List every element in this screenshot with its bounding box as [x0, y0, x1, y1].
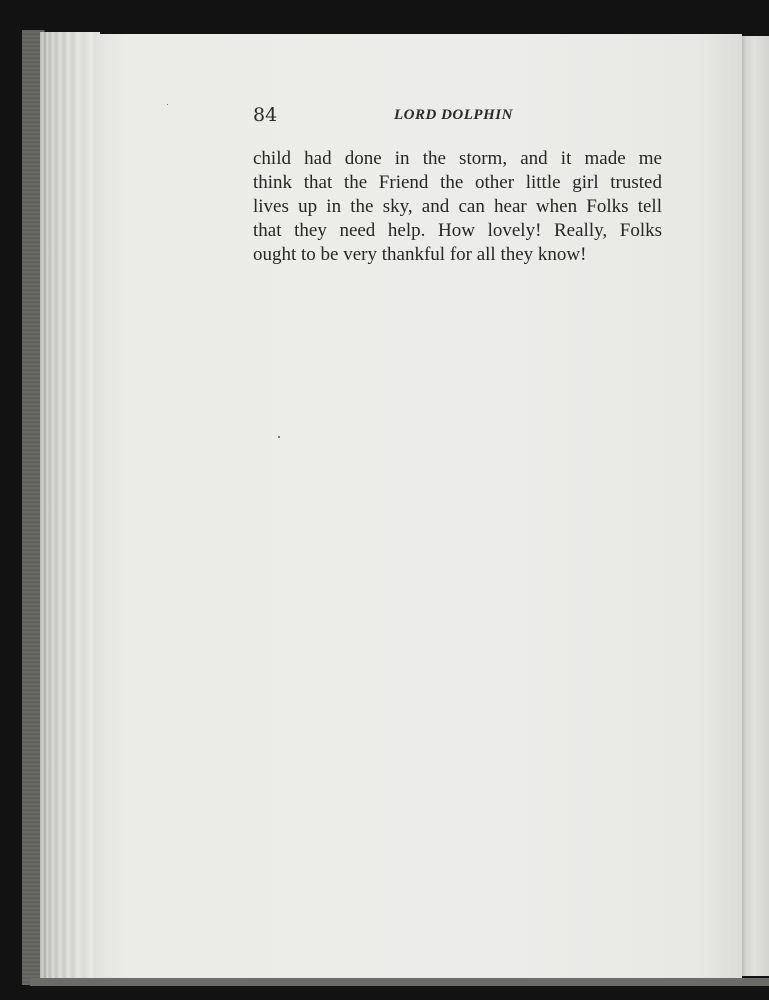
text-line: ought to be very thankful for all they know! — [253, 244, 587, 265]
page-number: 84 — [253, 104, 278, 126]
text-line: think that the Friend the other little girl trusted — [253, 172, 662, 193]
text-line: lives up in the sky, and can hear when Folks tell — [253, 196, 662, 217]
body-paragraph — [253, 147, 662, 267]
page-speck — [167, 104, 168, 105]
facing-page-edge — [740, 36, 769, 976]
page-speck — [278, 436, 280, 438]
page-edge-stack — [40, 32, 100, 980]
running-header — [253, 104, 663, 130]
text-line: child had done in the storm, and it made me — [253, 148, 662, 169]
running-title: LORD DOLPHIN — [394, 107, 513, 123]
book-bottom-edge — [30, 978, 769, 986]
text-line: that they need help. How lovely! Really, Folks — [253, 220, 662, 241]
